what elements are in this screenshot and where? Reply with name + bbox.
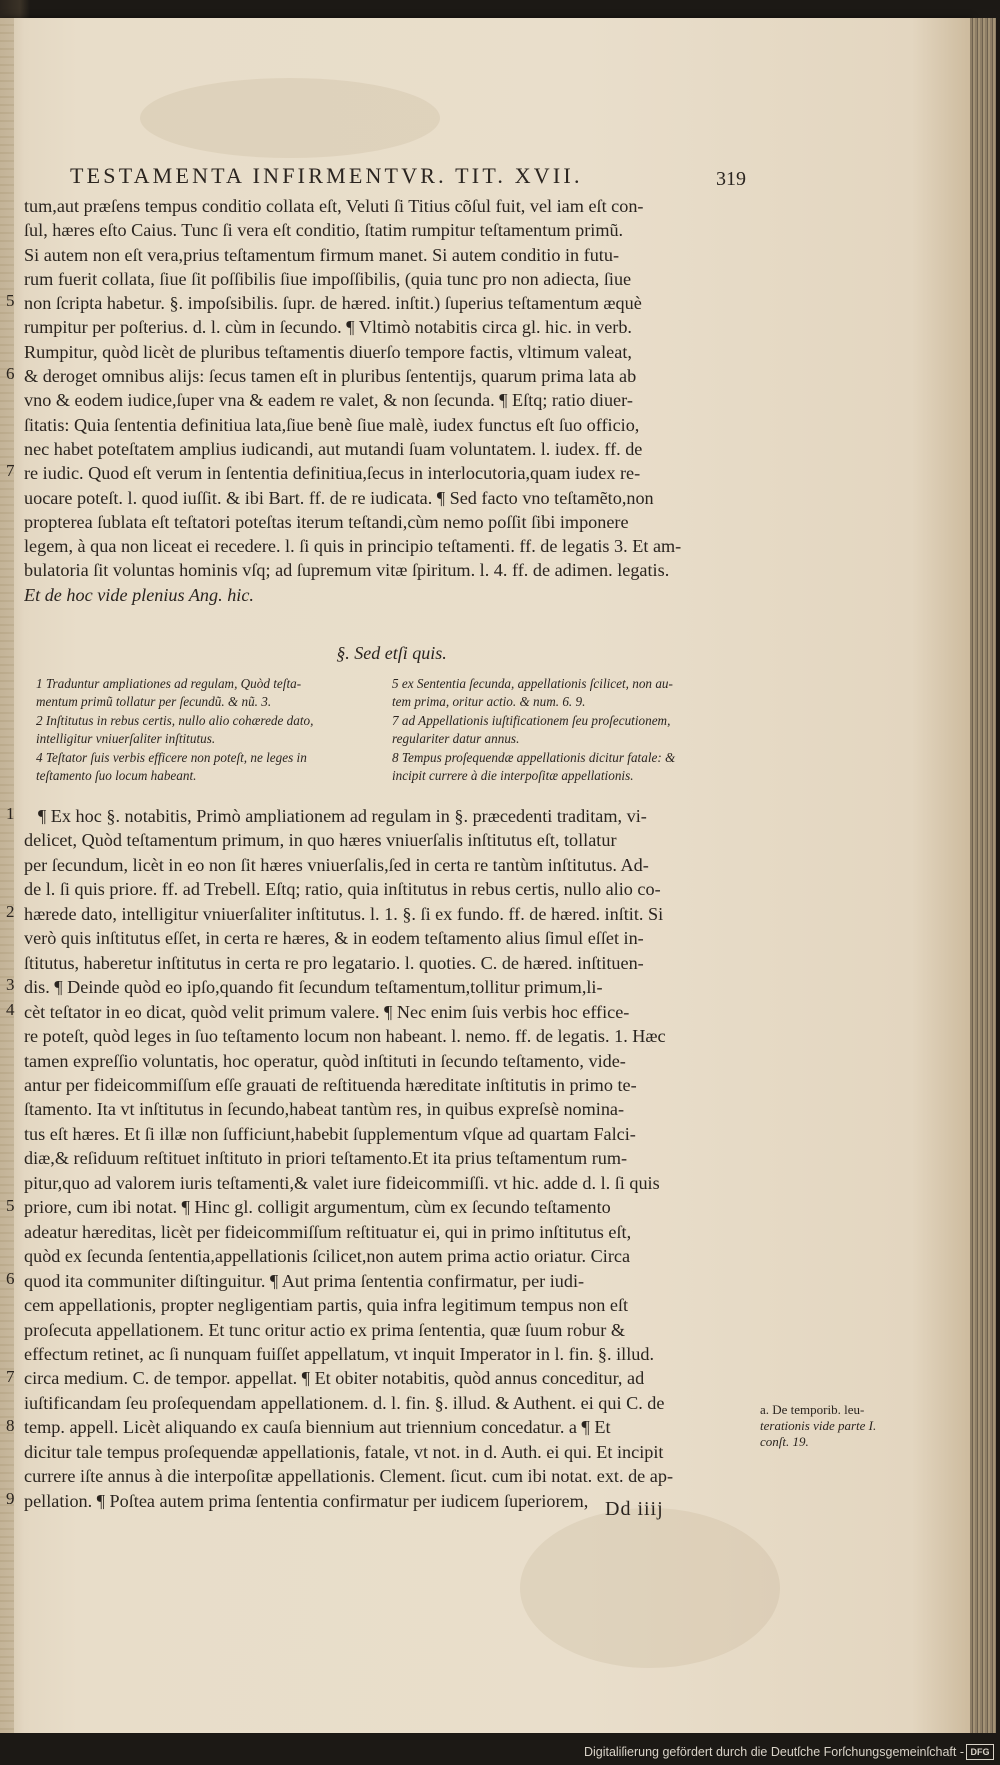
footer-bar (0, 1733, 1000, 1765)
text-line: nec habet poteſtatem amplius iudicandi, aut mutandi ſuam voluntatem. l. iudex. ff. de (24, 438, 643, 459)
margin-number: 4 (6, 1000, 15, 1019)
summary-line: 4 Teſtator ſuis verbis efficere non poteſt, ne leges in (36, 749, 307, 765)
text-line: diæ,& reſiduum reſtituet inſtituto in priori teſtamento.Et ita prius teſtamentum rum- (24, 1148, 628, 1169)
text-line: adeatur hæreditas, licèt per fideicommiſſum reſtituatur ei, qui in primo inſtitutus eſt, (24, 1221, 632, 1242)
text-line: vno & eodem iudice,ſuper vna & eadem re valet, & non ſecunda. ¶ Eſtq; ratio diuer- (24, 390, 633, 411)
signature-catchword: Dd iiij (605, 1498, 664, 1520)
text-line: propterea ſublata eſt teſtatori poteſtas iterum teſtandi,cùm nemo poſſit ſibi imponere (24, 511, 629, 532)
text-line: iuſtificandam ſeu proſequendam appellationem. d. l. fin. §. illud. & Authent. ei qui C. de (24, 1392, 665, 1413)
text-line: quod ita communiter diſtinguitur. ¶ Aut prima ſententia confirmatur, per iudi- (24, 1270, 585, 1291)
text-line: circa medium. C. de tempor. appellat. ¶ Et obiter notabitis, quòd annus conceditur, ad (24, 1368, 645, 1389)
paper-stain (140, 78, 440, 158)
text-line: tus eſt hæres. Et ſi illæ non ſufficiunt,habebit ſupplementum vſque ad quartam Falci- (24, 1123, 636, 1144)
page-edges (970, 18, 996, 1733)
binding-edge (0, 18, 14, 1733)
margin-number: 1 (6, 804, 15, 823)
text-line: & deroget omnibus alijs: ſecus tamen eſt in pluribus ſententijs, quarum prima lata ab (24, 366, 637, 387)
text-line: ſul, hæres eſto Caius. Tunc ſi vera eſt conditio, ſtatim rumpitur teſtamentum primũ. (24, 220, 624, 241)
summary-line: intelligitur vniuerſaliter inſtitutus. (36, 731, 216, 747)
upper-text-block (24, 194, 759, 607)
text-line: effectum retinet, ac ſi nunquam fuiſſet appellatum, vt inquit Imperator in l. fin. §. illud. (24, 1343, 654, 1364)
text-line: uocare poteſt. l. quod iuſſit. & ibi Bart. ff. de re iudicata. ¶ Sed facto vno teſtamẽto,non (24, 487, 654, 508)
text-line: per ſecundum, licèt in eo non ſit hæres vniuerſalis,ſed in certa re tantùm inſtitutus. Ad- (24, 854, 649, 875)
margin-number: 3 (6, 975, 15, 994)
running-head: TESTAMENTA INFIRMENTVR. TIT. XVII. (70, 163, 583, 188)
text-line: currere iſte annus à die interpoſitæ appellationis. Clement. ſicut. cum ibi notat. ext. de ap- (24, 1466, 674, 1487)
summary-line: tem prima, oritur actio. & num. 6. 9. (392, 694, 586, 710)
text-line: Si autem non eſt vera,prius teſtamentum firmum manet. Si autem conditio in futu- (24, 244, 620, 265)
text-line: tum,aut præſens tempus conditio collata eſt, Veluti ſi Titius cõſul fuit, vel iam eſt con- (24, 196, 644, 216)
margin-number: 9 (6, 1489, 15, 1508)
margin-number: 5 (6, 291, 15, 310)
sidenote-line: conſt. 19. (760, 1434, 809, 1449)
section-heading: §. Sed etſi quis. (336, 643, 447, 663)
text-line: non ſcripta habetur. §. impoſsibilis. ſupr. de hæred. inſtit.) ſuperius teſtamentum æquè (24, 293, 642, 314)
text-line: tamen expreſſio voluntatis, hoc operatur, quòd inſtituti in ſecundo teſtamento, vide- (24, 1050, 626, 1071)
text-line: rum fuerit collata, ſiue ſit poſſibilis ſiue impoſſibilis, (quia tunc pro non adiecta, ſiue (24, 268, 632, 289)
text-line: Rumpitur, quòd licèt de pluribus teſtamentis diuerſo tempore factis, vltimum valeat, (24, 341, 632, 362)
text-line: priore, cum ibi notat. ¶ Hinc gl. colligit argumentum, cùm ex ſecundo teſtamento (24, 1197, 611, 1218)
text-line: re iudic. Quod eſt verum in ſententia definitiua,ſecus in interlocutoria,quam iudex re- (24, 463, 641, 484)
text-line: cem appellationis, propter negligentiam partis, quia infra legitimum tempus non eſt (24, 1295, 629, 1316)
text-line: pellation. ¶ Poſtea autem prima ſententia confirmatur per iudicem ſuperiorem, (24, 1490, 589, 1511)
margin-number: 8 (6, 1416, 15, 1435)
summary-line: 7 ad Appellationis iuſtificationem ſeu proſecutionem, (392, 712, 671, 728)
summary-line: incipit currere à die interpoſitæ appellationis. (392, 768, 634, 784)
text-line: re poteſt, quòd leges in ſuo teſtamento locum non habeant. l. nemo. ff. de legatis. 1. Hæc (24, 1026, 666, 1047)
text-line: ſtitutus, haberetur inſtitutus in certa re pro legatario. l. quoties. C. de hæred. inſtituen- (24, 952, 644, 973)
text-line: proſecuta appellationem. Et tunc oritur actio ex prima ſententia, quæ ſuum robur & (24, 1319, 626, 1340)
dfg-logo: DFG (966, 1744, 994, 1760)
text-line: pitur,quo ad valorem iuris teſtamenti,& valet iure fideicommiſſi. vt hic. adde d. l. ſi quis (24, 1172, 660, 1193)
folio-number: 319 (716, 168, 746, 190)
paper-stain (520, 1508, 780, 1668)
text-line: dis. ¶ Deinde quòd eo ipſo,quando fit ſecundum teſtamentum,tollitur primum,li- (24, 977, 603, 998)
summary-right-column (392, 676, 767, 786)
margin-number: 2 (6, 902, 15, 921)
margin-number: 7 (6, 1367, 15, 1386)
summary-line: mentum primũ tollatur per ſecundũ. & nũ. 3. (36, 694, 272, 710)
margin-number: 5 (6, 1196, 15, 1215)
text-line: bulatoria ſit voluntas hominis vſq; ad ſupremum vitæ ſpiritum. l. 4. ff. de adimen. legatis. (24, 560, 670, 581)
summary-line: 5 ex Sententia ſecunda, appellationis ſcilicet, non au- (392, 676, 673, 691)
summary-line: 1 Traduntur ampliationes ad regulam, Quòd teſta- (36, 676, 302, 691)
text-line: cèt teſtator in eo dicat, quòd velit primum valere. ¶ Nec enim ſuis verbis hoc effice- (24, 1001, 630, 1022)
text-line: rumpitur per poſterius. d. l. cùm in ſecundo. ¶ Vltimò notabitis circa gl. hic. in verb. (24, 317, 632, 338)
text-line: legem, à qua non liceat ei recedere. l. ſi quis in principio teſtamenti. ff. de legatis 3. Et am- (24, 536, 682, 557)
book-page (0, 18, 970, 1733)
summary-line: 2 Inſtitutus in rebus certis, nullo alio cohærede dato, (36, 712, 314, 728)
text-line: Et de hoc vide plenius Ang. hic. (24, 584, 254, 605)
text-line: ſitatis: Quia ſententia definitiua lata,ſiue benè ſiue malè, iudex functus eſt ſuo officio, (24, 414, 640, 435)
sidenote-line: terationis vide parte I. (760, 1418, 877, 1433)
summary-line: regulariter datur annus. (392, 731, 520, 747)
text-line: verò quis inſtitutus eſſet, in certa re hæres, & in eodem teſtamento alius ſimul eſſet in- (24, 928, 644, 949)
summary-left-column (36, 676, 376, 786)
text-line: de l. ſi quis priore. ff. ad Trebell. Eſtq; ratio, quia inſtitutus in rebus certis, nullo alio co- (24, 879, 661, 900)
text-line: antur per fideicommiſſum eſſe grauati de reſtituenda hæreditate inſtitutis in primo te- (24, 1074, 637, 1095)
sidenote-line: a. De temporib. leu- (760, 1402, 865, 1417)
main-text-block (24, 804, 759, 1513)
margin-number: 6 (6, 364, 15, 383)
margin-number: 6 (6, 1269, 15, 1288)
text-line: quòd ex ſecunda ſententia,appellationis ſcilicet,non autem prima actio oriatur. Circa (24, 1246, 631, 1267)
text-line: hærede dato, intelligitur vniuerſaliter inſtitutus. l. 1. §. ſi ex fundo. ff. de hæred. inſtit. Si (24, 903, 664, 924)
funding-notice: Digitaliſierung gefördert durch die Deutſche Forſchungsgemeinſchaft - (583, 1745, 964, 1759)
marginal-note (760, 1402, 885, 1450)
text-line: delicet, Quòd teſtamentum primum, in quo hæres vniuerſalis inſtitutus eſt, tollatur (24, 830, 617, 851)
text-line: ſtamento. Ita vt inſtitutus in ſecundo,habeat tantùm res, in quibus expreſsè nomina- (24, 1099, 625, 1120)
margin-number: 7 (6, 461, 15, 480)
summary-line: teſtamento ſuo locum habeant. (36, 768, 197, 784)
summary-line: 8 Tempus proſequendæ appellationis dicitur fatale: & (392, 749, 676, 765)
text-line: dicitur tale tempus proſequendæ appellationis, fatale, vt not. in d. Auth. ei qui. Et incipit (24, 1441, 664, 1462)
text-line: temp. appell. Licèt aliquando ex cauſa biennium aut triennium concedatur. a ¶ Et (24, 1417, 611, 1438)
text-line: ¶ Ex hoc §. notabitis, Primò ampliationem ad regulam in §. præcedenti traditam, vi- (38, 806, 647, 826)
